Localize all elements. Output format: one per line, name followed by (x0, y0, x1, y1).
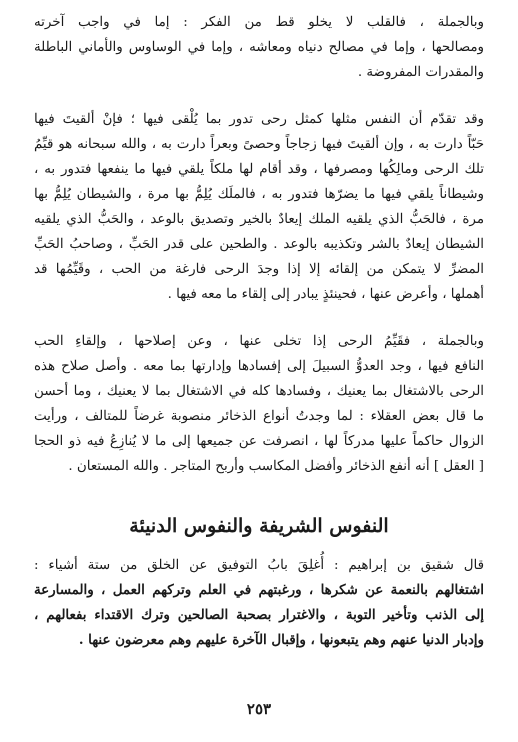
paragraph-line: وشيطاناً يلقي فيها ما يضرّها فتدور به ، فالملَك يُلِمُّ بها مرة ، والشيطان يُلِمُّ بها (34, 187, 484, 202)
paragraph-line: مرة ، فالحَبُّ الذي يلقيه الملك إيعادٌ بالخير وتصديق بالوعد ، والحَبُّ الذي يلقيه (34, 212, 484, 227)
paragraph-line: الشيطان إيعادٌ بالشر وتكذيبه بالوعد . والطحين على قدر الحَبِّ ، وصاحبُ الحَبِّ (34, 237, 484, 252)
paragraph-2 (34, 107, 484, 307)
paragraph-line: الزوال حاكماً عليها مدركاً لها ، انصرفت عن جميعها إلى ما لا يُنازِعُ فيه ذو الحجا (34, 434, 484, 449)
paragraph-line: وبالجملة ، فقَيِّمُ الرحى إذا تخلى عنها ، وعن إصلاحها ، وإلقاءِ الحب (34, 334, 484, 349)
paragraph-line: تلك الرحى ومالِكُها ومصرفها ، وقد أقام لها ملكاً يلقي فيها ما ينفعها فتدور به ، (34, 162, 484, 177)
bold-line: وإدبار الدنيا عنهم وهم يتبعونها ، وإقبال الآخرة عليهم وهم معرضون عنها . (78, 632, 484, 648)
paragraph-4 (34, 553, 484, 653)
paragraph-line: والمقدرات المفروضة . (357, 65, 484, 80)
section-intro-line: قال شقيق بن إبراهيم : أُغلِقَ بابُ التوفيق عن الخلق من ستة أشياء : (34, 558, 484, 573)
paragraph-line: النافع فيها ، وجد العدوُّ السبيلَ إلى إفسادها وإدارتها بما معه . وأصل صلاح هذه (34, 359, 484, 374)
paragraph-line: وبالجملة ، فالقلب لا يخلو قط من الفكر : إما في واجب آخرته (34, 15, 484, 30)
paragraph-line: وقد تقدّم أن النفس مثلها كمثل رحى تدور بما يُلْقى فيها ؛ فإنْ ألقيتَ فيها (34, 112, 484, 127)
bold-line: إلى الذنب وتأخير التوبة ، والاغترار بصحبة الصالحين وترك الاقتداء بفعالهم ، (34, 607, 484, 623)
paragraph-1 (34, 10, 484, 85)
page-number: ٢٥٣ (246, 700, 272, 718)
paragraph-line: حَبّاً دارت به ، وإن ألقيتَ فيها زجاجاً وحصىً وبعراً دارت به ، والله سبحانه هو قيِّمُ (34, 137, 484, 152)
paragraph-line: الرحى بالاشتغال بما يعنيك ، وفسادها كله في الاشتغال بما لا يعنيك ، وما أحسن (34, 384, 484, 399)
paragraph-line: ومصالحها ، وإما في مصالح دنياه ومعاشه ، وإما في الوساوس والأماني الباطلة (34, 40, 484, 55)
paragraph-3 (34, 329, 484, 479)
paragraph-line: أهملها ، وأعرض عنها ، فحينئذٍ يبادر إلى إلقاء ما معه فيها . (167, 287, 484, 302)
paragraph-line: المضرِّ لا يتمكن من إلقائه إلا إذا وجدَ الرحى فارغة من الحب ، وقَيِّمُها قد (34, 262, 484, 277)
paragraph-line: ما قال بعض العقلاء : لما وجدتُ أنواع الذخائر منصوبة غرضاً للمتالف ، ورأيت (34, 409, 484, 424)
paragraph-line: [ العقل ] أنه أنفع الذخائر وأفضل المكاسب وأربح المتاجر . والله المستعان . (68, 459, 484, 474)
bold-line: اشتغالهم بالنعمة عن شكرها ، ورغبتهم في العلم وتركهم العمل ، والمسارعة (34, 582, 484, 598)
section-heading: النفوس الشريفة والنفوس الدنيئة (129, 515, 389, 537)
